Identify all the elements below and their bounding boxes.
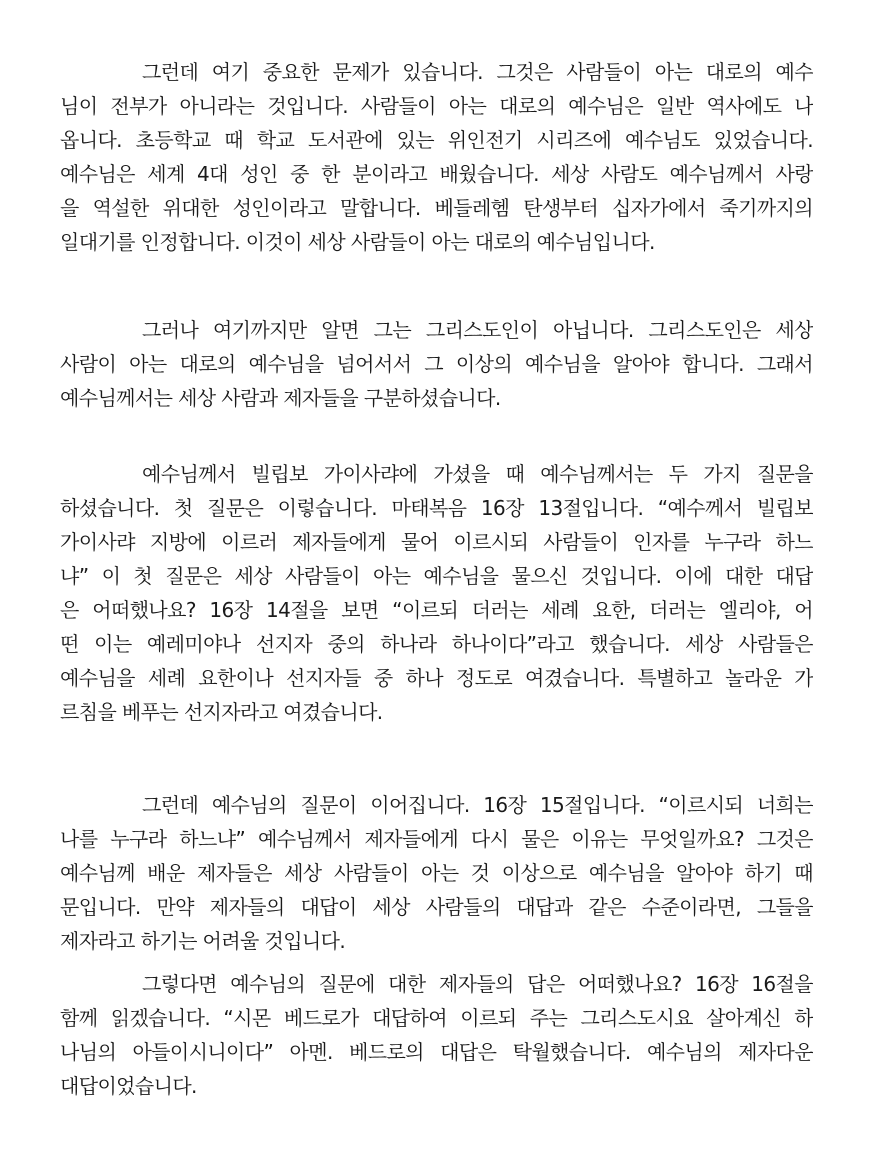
- paragraph-line: 은 어떠했나요? 16장 14절을 보면 “이르되 더러는 세례 요한, 더러는 엘리야, 어: [60, 598, 813, 622]
- paragraph-line: 예수님은 세계 4대 성인 중 한 분이라고 배웠습니다. 세상 사람도 예수님께서 사랑: [60, 162, 813, 186]
- paragraph-line: 르침을 베푸는 선지자라고 여겼습니다.: [60, 700, 383, 724]
- paragraph-4: [60, 788, 813, 958]
- paragraph-line: 문입니다. 만약 제자들의 대답이 세상 사람들의 대답과 같은 수준이라면, 그들을: [60, 895, 813, 919]
- paragraph-line: 함께 읽겠습니다. “시몬 베드로가 대답하여 이르되 주는 그리스도시요 살아계신 하: [60, 1006, 813, 1030]
- paragraph-line: 예수님을 세례 요한이나 선지자들 중 하나 정도로 여겼습니다. 특별하고 놀라운 가: [60, 666, 813, 690]
- paragraph-line: 그런데 여기 중요한 문제가 있습니다. 그것은 사람들이 아는 대로의 예수: [142, 60, 813, 84]
- paragraph-line: 떤 이는 예레미야나 선지자 중의 하나라 하나이다”라고 했습니다. 세상 사람들은: [60, 632, 813, 656]
- paragraph-line: 가이사랴 지방에 이르러 제자들에게 물어 이르시되 사람들이 인자를 누구라 하느: [60, 530, 813, 554]
- paragraph-line: 그렇다면 예수님의 질문에 대한 제자들의 답은 어떠했나요? 16장 16절을: [142, 972, 813, 996]
- paragraph-3: [60, 457, 813, 729]
- paragraph-line: 옵니다. 초등학교 때 학교 도서관에 있는 위인전기 시리즈에 예수님도 있었습니다.: [60, 128, 813, 152]
- paragraph-line: 그런데 예수님의 질문이 이어집니다. 16장 15절입니다. “이르시되 너희는: [142, 793, 813, 817]
- paragraph-line: 대답이었습니다.: [60, 1074, 197, 1098]
- paragraph-line: 예수님께 배운 제자들은 세상 사람들이 아는 것 이상으로 예수님을 알아야 하기 때: [60, 861, 813, 885]
- paragraph-line: 나를 누구라 하느냐” 예수님께서 제자들에게 다시 물은 이유는 무엇일까요? 그것은: [60, 827, 813, 851]
- paragraph-1: [60, 55, 813, 259]
- paragraph-line: 하셨습니다. 첫 질문은 이렇습니다. 마태복음 16장 13절입니다. “예수께서 빌립보: [60, 496, 813, 520]
- paragraph-line: 예수님께서는 세상 사람과 제자들을 구분하셨습니다.: [60, 386, 501, 410]
- paragraph-line: 을 역설한 위대한 성인이라고 말합니다. 베들레헴 탄생부터 십자가에서 죽기까지의: [60, 196, 813, 220]
- paragraph-line: 그러나 여기까지만 알면 그는 그리스도인이 아닙니다. 그리스도인은 세상: [142, 318, 813, 342]
- paragraph-2: [60, 313, 813, 415]
- paragraph-line: 제자라고 하기는 어려울 것입니다.: [60, 929, 346, 953]
- paragraph-line: 님이 전부가 아니라는 것입니다. 사람들이 아는 대로의 예수님은 일반 역사에도 나: [60, 94, 813, 118]
- paragraph-line: 사람이 아는 대로의 예수님을 넘어서서 그 이상의 예수님을 알아야 합니다. 그래서: [60, 352, 813, 376]
- paragraph-5: [60, 967, 813, 1103]
- paragraph-line: 일대기를 인정합니다. 이것이 세상 사람들이 아는 대로의 예수님입니다.: [60, 230, 655, 254]
- paragraph-line: 예수님께서 빌립보 가이사랴에 가셨을 때 예수님께서는 두 가지 질문을: [142, 462, 813, 486]
- paragraph-line: 나님의 아들이시니이다” 아멘. 베드로의 대답은 탁월했습니다. 예수님의 제자다운: [60, 1040, 813, 1064]
- paragraph-line: 냐” 이 첫 질문은 세상 사람들이 아는 예수님을 물으신 것입니다. 이에 대한 대답: [60, 564, 813, 588]
